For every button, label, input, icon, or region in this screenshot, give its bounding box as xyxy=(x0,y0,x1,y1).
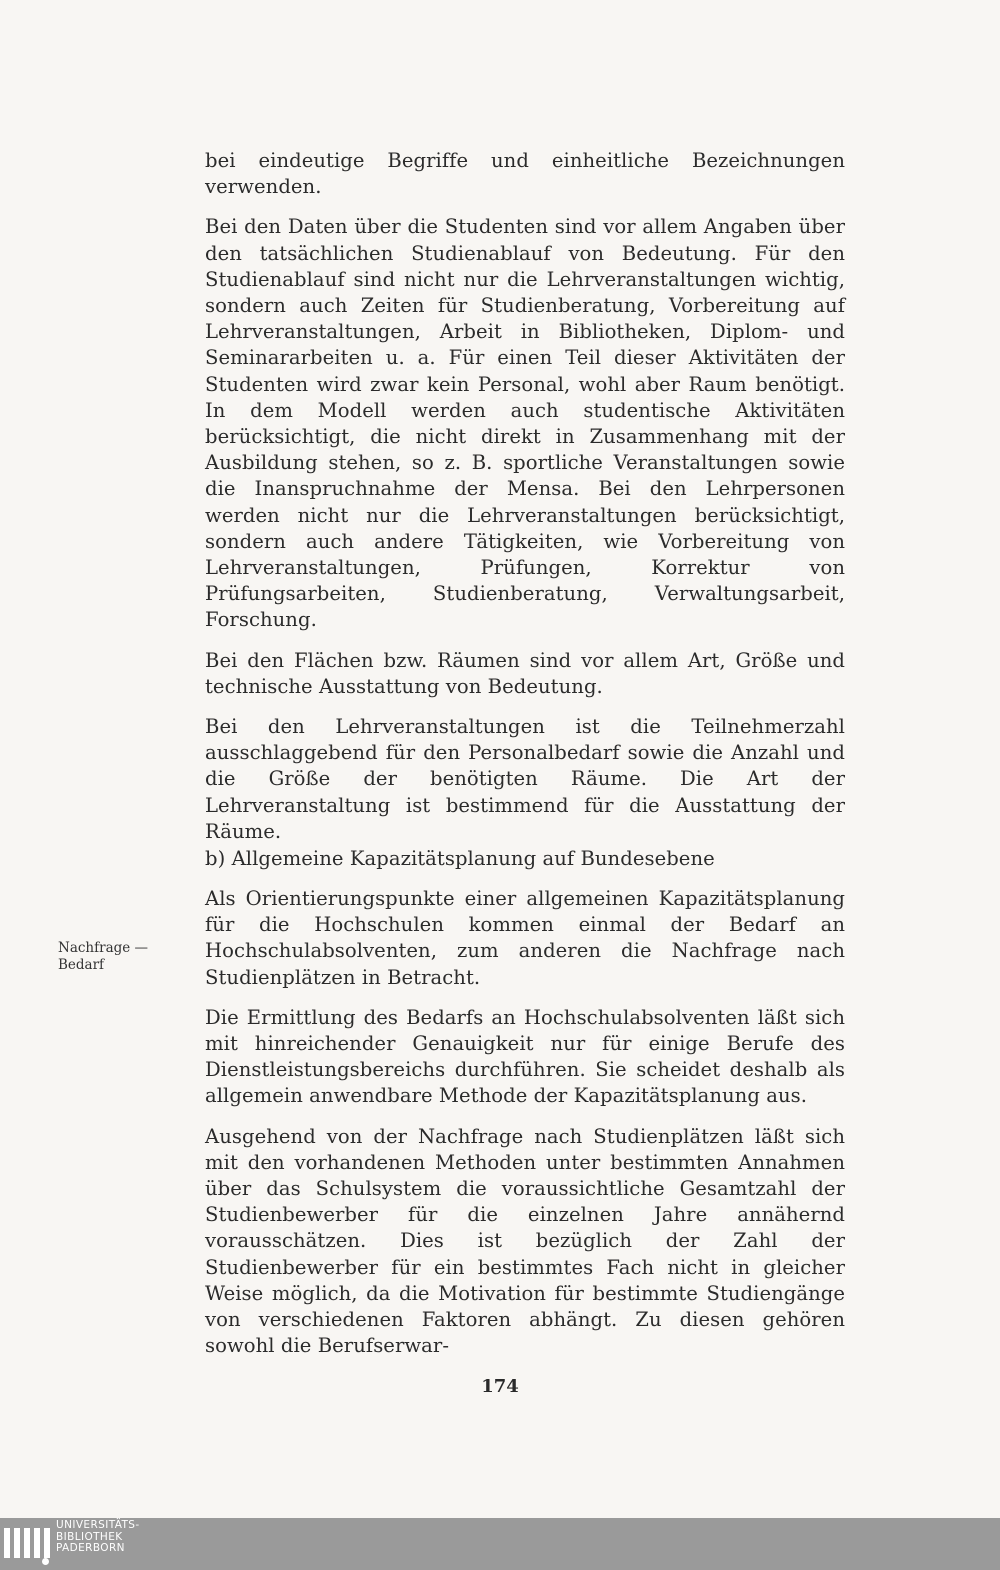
paragraph: Bei den Lehrveranstaltungen ist die Teilnehmerzahl ausschlaggebend für den Personalbedarf sowie die Anzahl und die Größe der benötigten Räume. Die Art der Lehrveranstaltung ist bestimmend für die Ausstattung der Räume. xyxy=(205,715,845,843)
paragraph: Bei den Flächen bzw. Räumen sind vor allem Art, Größe und technische Ausstattung von Bedeutung. xyxy=(205,648,845,698)
section-heading: b) Allgemeine Kapazitätsplanung auf Bundesebene xyxy=(205,847,715,870)
library-footer xyxy=(0,1518,1000,1570)
library-logo-text xyxy=(56,1520,140,1555)
logo-dot-icon xyxy=(42,1558,49,1565)
section-heading-wrap xyxy=(205,846,845,890)
paragraph: Die Ermittlung des Bedarfs an Hochschulabsolventen läßt sich mit hinreichender Genauigkeit nur für einige Berufe des Dienstleistungsbereichs durchführen. Sie scheidet deshalb als allgemein anwendbare Methode der Kapazitätsplanung aus. xyxy=(205,1005,845,1108)
marginal-note-line: Bedarf xyxy=(58,957,105,973)
logo-line: BIBLIOTHEK xyxy=(56,1530,123,1543)
marginal-note xyxy=(58,940,168,974)
marginal-note-line: Nachfrage — xyxy=(58,940,149,956)
logo-line: PADERBORN xyxy=(56,1542,125,1554)
paragraph: Als Orientierungspunkte einer allgemeinen Kapazitätsplanung für die Hochschulen kommen einmal der Bedarf an Hochschulabsolventen, zum anderen die Nachfrage nach Studienplätzen in Betracht. xyxy=(205,887,845,989)
paragraph: Bei den Daten über die Studenten sind vor allem Angaben über den tatsächlichen Studienablauf von Bedeutung. Für den Studienablauf sind nicht nur die Lehrveranstaltungen wichtig, sondern auch Zeiten für Studienberatung, Vorbereitung auf Lehrveranstaltungen, Arbeit in Bibliotheken, Diplom- und Seminararbeiten u. a. Für einen Teil dieser Aktivitäten der Studenten wird zwar kein Personal, wohl aber Raum benötigt. In dem Modell werden auch studentische Aktivitäten berücksichtigt, die nicht direkt in Zusammenhang mit der Ausbildung stehen, so z. B. sportliche Veranstaltungen sowie die Inanspruchnahme der Mensa. Bei den Lehrpersonen werden nicht nur die Lehrveranstaltungen berücksichtigt, sondern auch andere Tätigkeiten, wie Vorbereitung von Lehrveranstaltungen, Prüfungen, Korrektur von Prüfungsarbeiten, Studienberatung, Verwaltungsarbeit, Forschung. xyxy=(205,215,845,632)
text-column-bottom xyxy=(205,886,845,1377)
text-column-top xyxy=(205,148,845,863)
page-number: 174 xyxy=(481,1376,519,1397)
paragraph: bei eindeutige Begriffe und einheitliche Bezeichnungen verwenden. xyxy=(205,149,845,199)
paragraph: Ausgehend von der Nachfrage nach Studienplätzen läßt sich mit den vorhandenen Methoden unter bestimmten Annahmen über das Schulsystem die voraussichtliche Gesamtzahl der Studienbewerber für die einzelnen Jahre annähernd vorausschätzen. Dies ist bezüglich der Zahl der Studienbewerber für ein bestimmtes Fach nicht in gleicher Weise möglich, da die Motivation für bestimmte Studiengänge von verschiedenen Faktoren abhängt. Zu diesen gehören sowohl die Berufserwar- xyxy=(205,1124,845,1358)
logo-line: UNIVERSITÄTS- xyxy=(56,1519,140,1531)
